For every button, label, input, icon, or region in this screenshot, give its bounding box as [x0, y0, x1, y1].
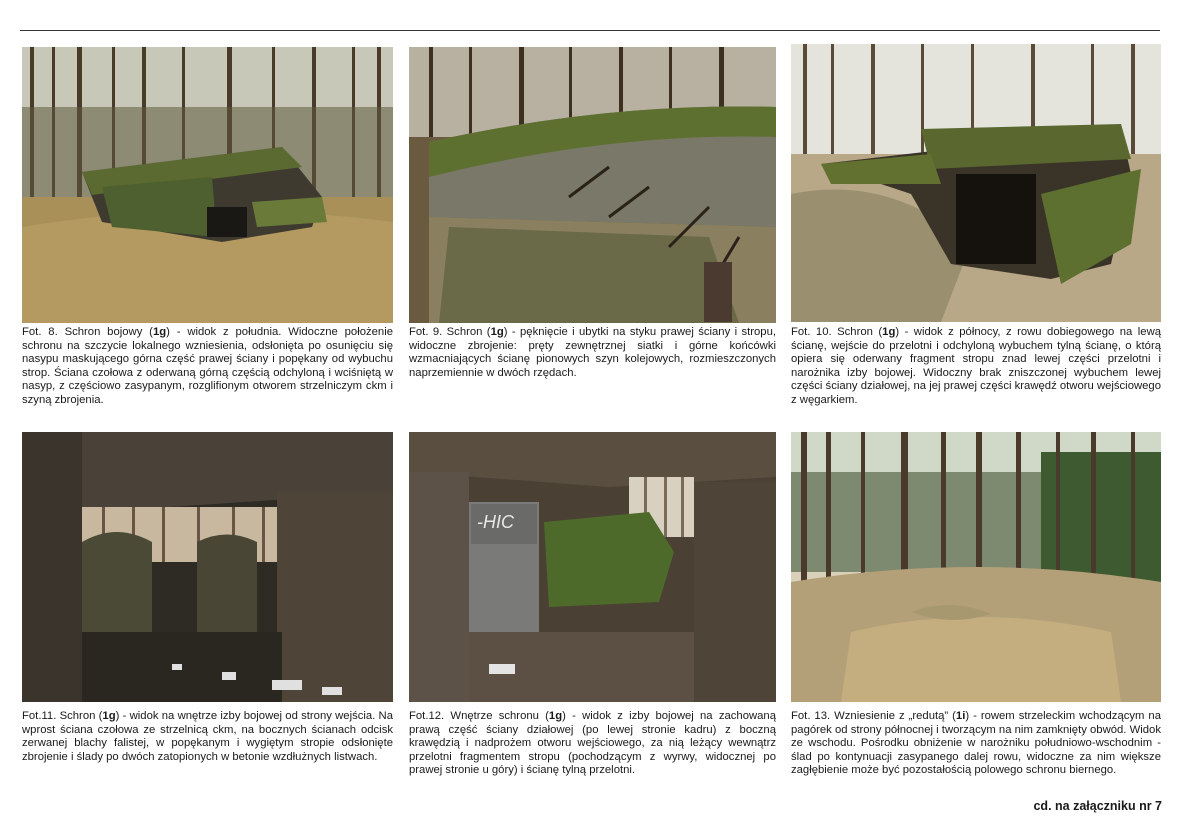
- caption-fot-11: Fot.11. Schron (1g) - widok na wnętrze izby bojowej od strony wejścia. Na wprost ściana czołowa ze strzelnicą ckm, na bocznych ścianach odcisk zerwanej blachy falistej, w popękanym i wygiętym stropie odsłonięte zbrojenie i ślady po dwóch zatopionych w betonie wzdłużnych listwach.: [22, 710, 394, 763]
- svg-text:-HIC: -HIC: [477, 512, 514, 532]
- photo-fot-13: [791, 432, 1161, 702]
- photo-fot-12: [409, 432, 776, 702]
- top-rule: [20, 30, 1160, 31]
- caption-fot-9: Fot. 9. Schron (1g) - pęknięcie i ubytki na styku prawej ściany i stropu, widoczne zbrojenie: pręty zewnętrznej siatki i górne końcówki wzmacniających ścianę pionowych szyn kolejowych, rozmieszczonych naprzemiennie w dwóch rzędach.: [409, 326, 777, 379]
- caption-fot-13: Fot. 13. Wzniesienie z „redutą” (1i) - rowem strzeleckim wchodzącym na pagórek od strony północnej i tworzącym na nim zamknięty obwód. Widok ze wschodu. Pośrodku obniżenie w narożniku południowo-wschodnim - ślad po kontynuacji zasypanego dalej rowu, widoczne za nim większe zagłębienie może być pozostałością polowego schronu biernego.: [791, 710, 1161, 777]
- photo-fot-11: [22, 432, 393, 702]
- caption-fot-12: Fot.12. Wnętrze schronu (1g) - widok z izby bojowej na zachowaną prawą część ściany działowej (po lewej stronie kadru) z boczną krawędzią i nadprożem otworu wejściowego, za nią leżący wewnątrz przelotni fragmentem stropu (pochodzącym z wyrwy, widocznej po prawej stronie u góry) i ścianę tylną przelotni.: [409, 710, 776, 777]
- caption-fot-8: Fot. 8. Schron bojowy (1g) - widok z południa. Widoczne położenie schronu na szczycie lokalnego wzniesienia, odsłonięta po osunięciu się nasypu maskującego górna część prawej ściany i popękany od wybuchu strop. Ściana czołowa z oderwaną górną częścią odchyloną i wciśniętą w nasyp, z częściowo zasypanym, rozglifionym otworem strzelniczym ckm i szyną zbrojenia.: [22, 326, 394, 406]
- continued-note: cd. na załączniku nr 7: [1033, 799, 1162, 813]
- photo-fot-10: [791, 44, 1161, 322]
- photo-fot-8: [22, 47, 393, 323]
- photo-fot-9: [409, 47, 776, 323]
- caption-fot-10: Fot. 10. Schron (1g) - widok z północy, z rowu dobiegowego na lewą ścianę, wejście do przelotni i odchyloną wybuchem tylną ścianę, o którą opiera się oderwany fragment stropu znad lewej części przelotni i narożnika izby bojowej. Widoczny brak zniszczonej wybuchem lewej części ściany działowej, na jej prawej części krawędź otworu wejściowego z węgarkiem.: [791, 326, 1162, 406]
